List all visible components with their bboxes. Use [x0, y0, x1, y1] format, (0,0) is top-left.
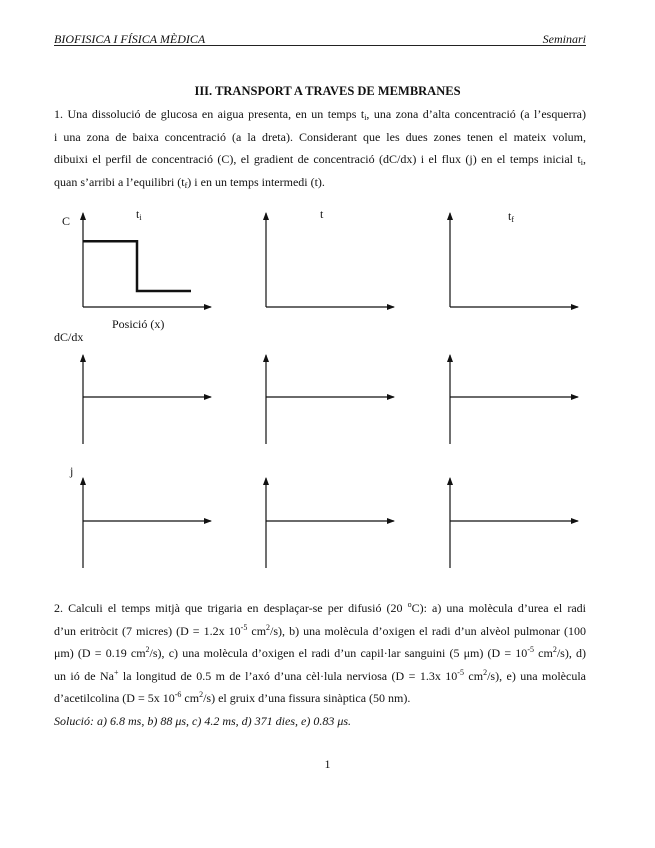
- col-label-initial-time: $t_i$: [136, 207, 142, 222]
- page-number: 1: [324, 757, 331, 771]
- axes-gradient-final: [450, 355, 578, 444]
- initial-concentration-profile: [83, 241, 191, 291]
- axes-flux-final: [450, 478, 578, 568]
- problem-1-line-1: 1. Una dissolució de glucosa en aigua presenta, en un temps $t_i$, una zona d’alta concentració (a l’esquerra): [54, 107, 586, 122]
- problem-2-text: [54, 597, 586, 732]
- axes-concentration-intermediate: [266, 213, 394, 307]
- axes-gradient-initial: [83, 355, 211, 444]
- col-label-intermediate-time: t: [320, 207, 324, 221]
- problem-2-line-5: d’acetilcolina (D = 5x $10^{-6}$ $cm^2/s$) el gruix d’una fissura sinàptica (50 nm).: [54, 690, 411, 705]
- col-label-final-time: $t_f$: [508, 209, 515, 224]
- row-label-concentration: C: [62, 214, 71, 228]
- section-title: III. TRANSPORT A TRAVES DE MEMBRANES: [194, 84, 461, 98]
- problem-2-line-1: 2. Calculi el temps mitjà que trigaria en desplaçar-se per difusió (20 $^o$C): a) una molècula d’urea el radi: [54, 600, 586, 615]
- row-label-flux: j: [70, 464, 74, 478]
- problem-2-line-4: un ió de Na+ la longitud de 0.5 m de l’axó d’una cèl·lula nerviosa (D = 1.3x $10^{-5}$ $cm^2/s$), e) una molècula: [54, 667, 586, 683]
- axes-concentration-final: [450, 213, 578, 307]
- problem-2-line-2: d’un eritròcit (7 micres) (D = 1.2x $10^{-5}$ $cm^2/s$), b) una molècula d’oxigen el radi d’un alvèol pulmonar (100: [54, 622, 586, 638]
- axes-concentration-initial: [83, 213, 211, 307]
- problem-1-line-4: quan s’arribi a l’equilibri $(t_f)$ i en un temps intermedi (t).: [54, 174, 325, 190]
- problem-1-line-3: dibuixi el perfil de concentració (C), el gradient de concentració (dC/dx) i el flux (j) en el temps inicial $t_i$,: [54, 152, 586, 167]
- row-label-gradient: dC/dx: [54, 330, 84, 344]
- problem-2-line-3: μm) (D = 0.19 $cm^2/s$), c) una molècula d’oxigen el radi d’un capil·lar sanguini (5 μm) ($D = 10^{-5}$ $cm^2/s$), d): [54, 645, 586, 660]
- problem-2-solution: Solució: a) 6.8 ms, b) 88 μs, c) 4.2 ms, d) 371 dies, e) 0.83 μs.: [54, 713, 352, 728]
- axes-flux-intermediate: [266, 478, 394, 568]
- x-axis-label: Posició (x): [112, 317, 165, 331]
- axes-gradient-intermediate: [266, 355, 394, 444]
- problem-1-line-2: i una zona de baixa concentració (a la dreta). Considerant que les dues zones tenen el mateix volum,: [54, 129, 586, 144]
- header-left: BIOFISICA I FÍSICA MÈDICA: [54, 32, 206, 46]
- header-right: Seminari: [542, 32, 586, 46]
- axes-flux-initial: [83, 478, 211, 568]
